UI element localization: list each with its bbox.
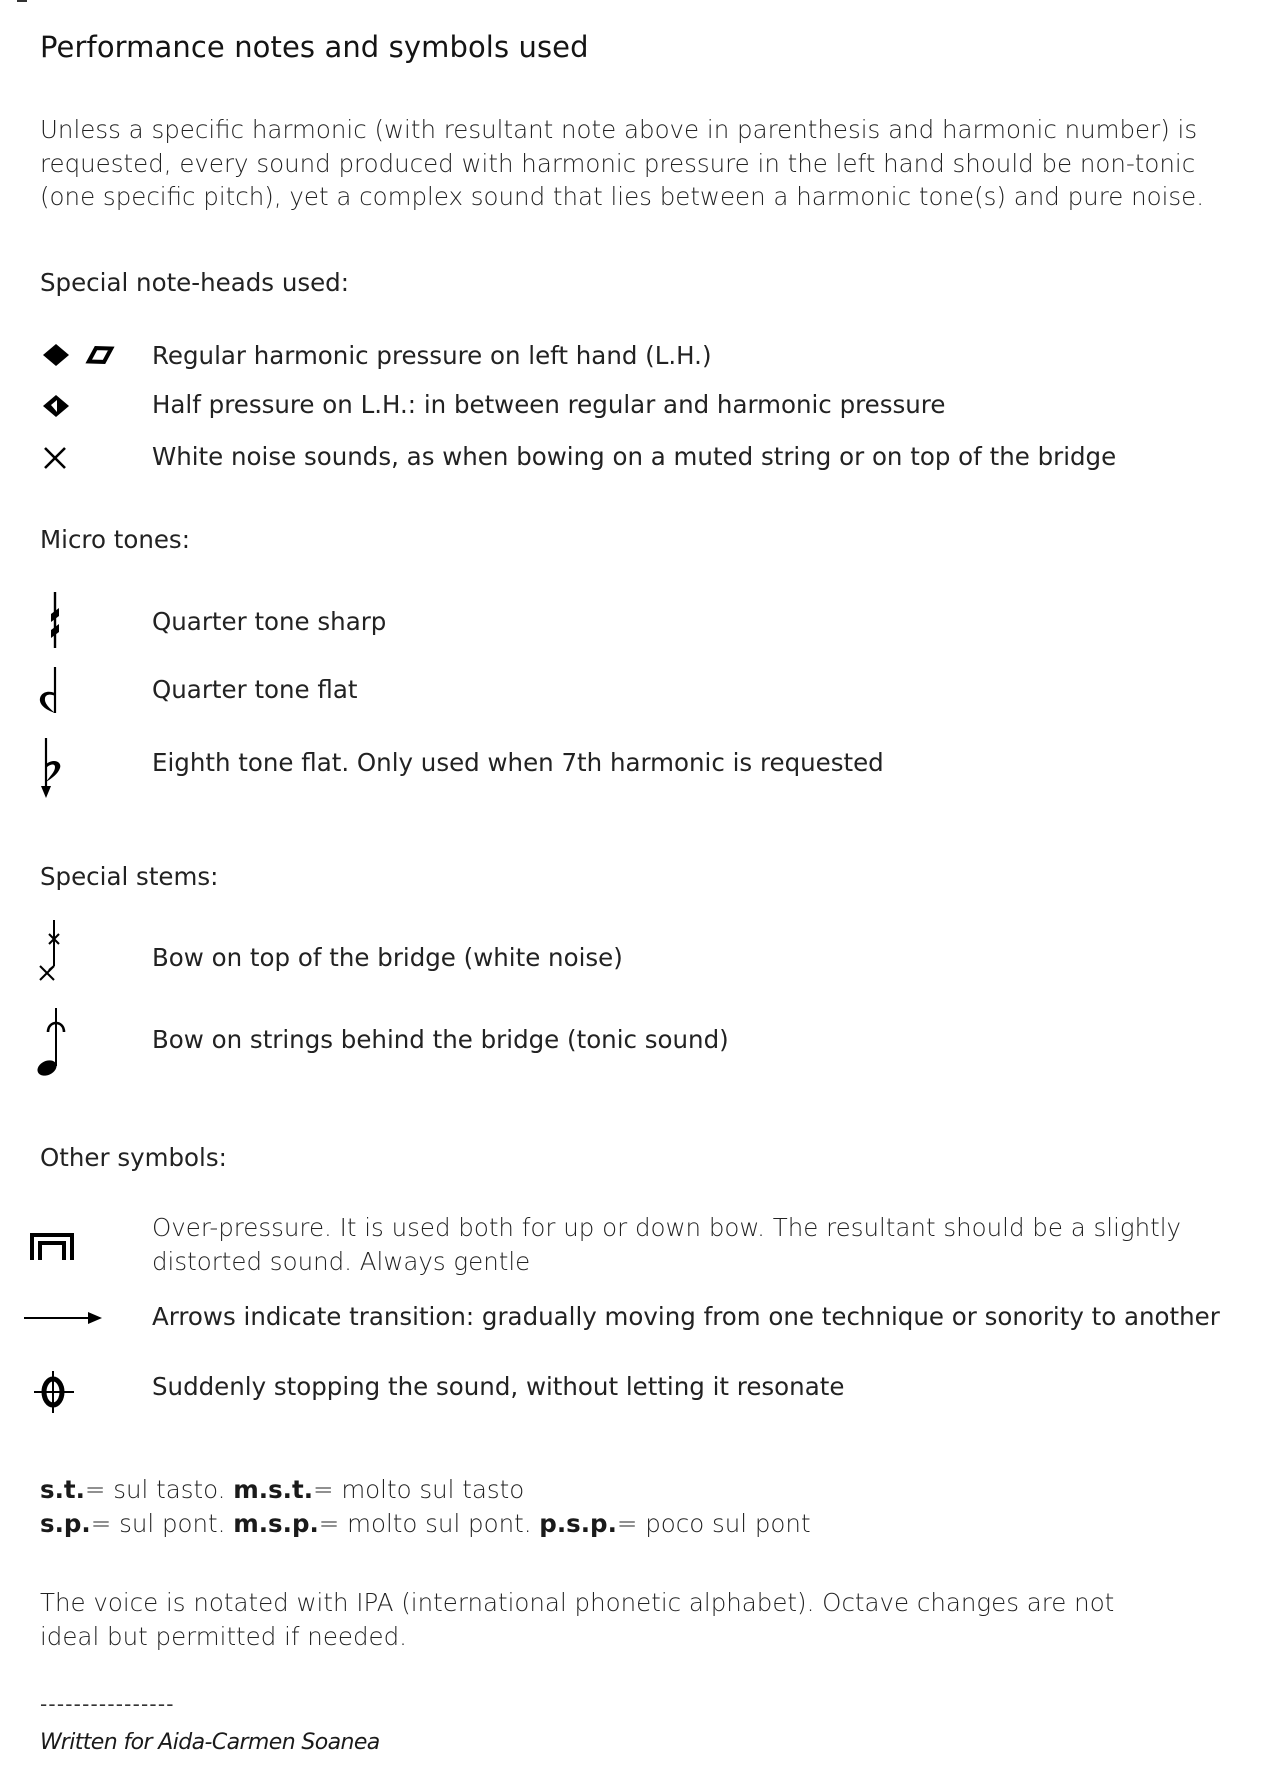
noteheads-section-label: Special note-heads used: [40,268,349,297]
intro-paragraph [40,113,1204,214]
microtone-desc-eighth-flat: Eighth tone flat. Only used when 7th harmonic is requested [152,748,884,777]
microtone-desc-quarter-sharp: Quarter tone sharp [152,607,387,636]
other-desc-over-pressure [152,1211,1181,1278]
intro-line: Unless a specific harmonic (with resultant note above in parenthesis and harmonic number) is [40,115,1198,144]
abbr-mst: m.s.t. [233,1475,313,1504]
eighth-tone-flat-icon [38,736,68,800]
stem-desc-behind-bridge: Bow on strings behind the bridge (tonic sound) [152,1025,729,1054]
abbr-msp: m.s.p. [233,1508,319,1538]
other-desc-arrows: Arrows indicate transition: gradually moving from one technique or sonority to another [152,1302,1220,1331]
intro-line: (one specific pitch), yet a complex sound that lies between a harmonic tone(s) and pure noise. [40,182,1205,211]
x-notehead-icon [43,446,69,472]
notehead-desc-half: Half pressure on L.H.: in between regular and harmonic pressure [152,390,946,419]
dedication: Written for Aida-Carmen Soanea [40,1730,380,1755]
abbr-mst-meaning: = molto sul tasto [313,1475,525,1504]
footer-separator: ---------------- [40,1692,175,1716]
abbreviation-line-2 [40,1507,811,1541]
abbr-sp: s.p. [40,1508,91,1538]
stop-sound-icon [32,1370,78,1414]
stems-section-label: Special stems: [40,862,219,891]
microtone-desc-quarter-flat: Quarter tone flat [152,675,358,704]
abbr-st: s.t. [40,1475,85,1504]
abbr-psp: p.s.p. [539,1508,617,1538]
intro-line: requested, every sound produced with harmonic pressure in the left hand should be non-tonic [40,148,1196,178]
half-filled-diamond-icon [40,392,80,422]
abbr-sp-meaning: = sul pont. [90,1508,234,1538]
notehead-desc-white-noise: White noise sounds, as when bowing on a muted string or on top of the bridge [152,442,1117,471]
page-title: Performance notes and symbols used [40,30,589,64]
voice-note-line: ideal but permitted if needed. [40,1621,407,1651]
notehead-desc-regular: Regular harmonic pressure on left hand (L.H.) [152,341,712,370]
over-pressure-line: distorted sound. Always gentle [152,1246,531,1276]
x-stem-icon [38,918,68,984]
voice-note [40,1586,1114,1653]
arc-stem-note-icon [33,1006,73,1078]
diamond-noteheads-icon [40,340,120,370]
abbr-msp-meaning: = molto sul pont. [318,1508,540,1538]
quarter-tone-flat-icon [35,665,65,715]
abbreviation-line-1 [40,1473,811,1507]
abbreviations [40,1473,811,1540]
other-section-label: Other symbols: [40,1143,227,1172]
quarter-tone-sharp-icon [42,590,72,650]
voice-note-line: The voice is notated with IPA (international phonetic alphabet). Octave changes are not [40,1588,1115,1617]
arrow-right-icon [24,1308,104,1328]
microtones-section-label: Micro tones: [40,525,190,554]
abbr-st-meaning: = sul tasto. [84,1475,234,1504]
corner-mark [17,0,27,2]
stem-desc-bridge-top: Bow on top of the bridge (white noise) [152,943,623,972]
over-pressure-icon [30,1232,76,1262]
abbr-psp-meaning: = poco sul pont [616,1508,811,1538]
other-desc-stop-sound: Suddenly stopping the sound, without letting it resonate [152,1372,845,1401]
over-pressure-line: Over-pressure. It is used both for up or down bow. The resultant should be a slightly [152,1213,1182,1242]
